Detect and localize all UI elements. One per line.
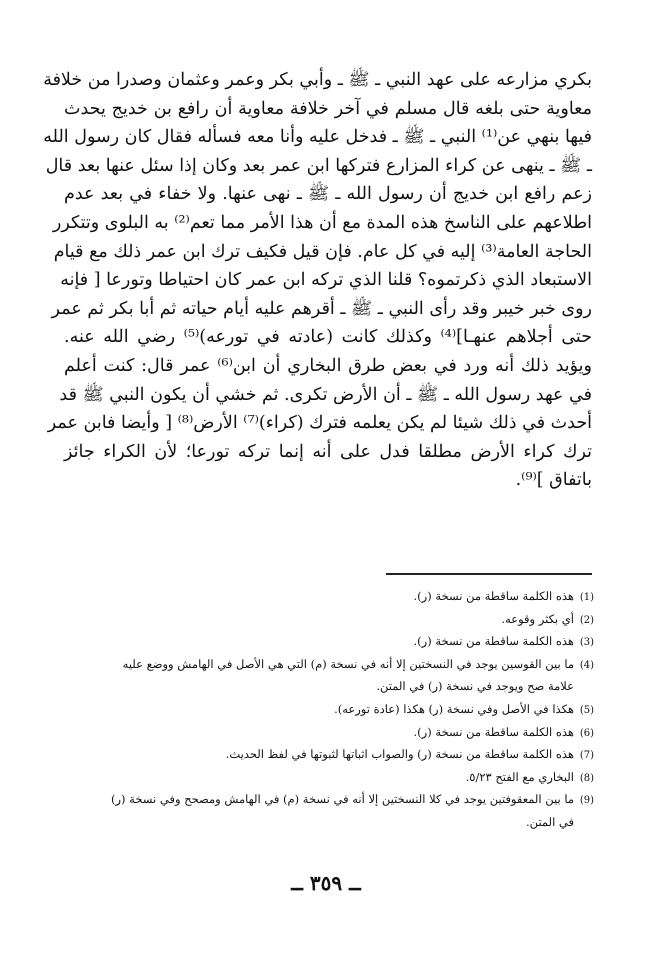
- footnote-7: [64, 743, 594, 766]
- footnote-4-continuation: علامة صح ويوجد في نسخة (ر) في المتن.: [376, 679, 574, 694]
- body-line: الاستبعاد الذي ذكرتموه؟ قلنا الذي تركه ابن عمر كان احتياطا وتورعا [ فإنه: [60, 270, 592, 291]
- footnote-number: (3): [579, 637, 594, 649]
- footnote-text: هكذا في الأصل وفي نسخة (ر) هكذا (عادة تورعه).: [334, 701, 574, 716]
- footnotes: [64, 585, 594, 834]
- page-number: ــ ٣٥٩ ــ: [291, 871, 361, 895]
- body-line: ويؤيد ذلك أنه ورد في بعض طرق البخاري أن ابن⁽⁶⁾ عمر قال: كنت أعلم: [64, 355, 592, 376]
- body-line: في عهد رسول الله ـ ﷺ ـ أن الأرض تكرى. ثم خشي أن يكون النبي ﷺ قد: [59, 384, 592, 405]
- footnote-number: (2): [579, 614, 594, 626]
- footnote-text: البخاري مع الفتح ٥/٢٣.: [465, 769, 574, 784]
- body-line: بكري مزارعه على عهد النبي ـ ﷺ ـ وأبي بكر وعمر وعثمان وصدرا من خلافة: [43, 70, 592, 90]
- body-line: باتفاق ]⁽⁹⁾.: [515, 470, 592, 491]
- footnote-text: هذه الكلمة ساقطة من نسخة (ر) والصواب اثباتها لثبوتها في لفظ الحديث.: [225, 747, 574, 762]
- footnote-text: هذه الكلمة ساقطة من نسخة (ر).: [413, 589, 574, 603]
- footnote-number: (5): [579, 704, 594, 716]
- footnote-number: (8): [579, 772, 594, 784]
- footnote-8: [64, 766, 594, 789]
- body-line: فيها بنهي عن⁽¹⁾ النبي ـ ﷺ ـ فدخل عليه وأنا معه فسأله فقال كان رسول الله: [43, 127, 592, 148]
- footnote-2: [64, 608, 594, 631]
- footnote-3: [64, 630, 594, 653]
- body-line: اطلاعهم على الناسخ هذه المدة مع أن هذا الأمر مما تعم⁽²⁾ به البلوى وتتكرر: [52, 212, 592, 233]
- body-line: ترك كراء الأرض مطلقا فدل على أنه إنما تركه تورعا؛ لأن الكراء جائز: [64, 441, 592, 462]
- footnote-number: (4): [579, 659, 594, 671]
- footnote-number: (6): [579, 727, 594, 739]
- footnote-number: (7): [579, 750, 594, 762]
- body-line: زعم رافع ابن خديج أن رسول الله ـ ﷺ ـ نهى عنها. ولا خفاء في بعد عدم: [64, 184, 592, 205]
- footnote-1: [64, 585, 594, 608]
- footnote-text: هذه الكلمة ساقطة من نسخة (ر).: [413, 724, 574, 739]
- footnote-6: [64, 721, 594, 744]
- footnote-4: [64, 653, 594, 676]
- body-line: معاوية حتى بلغه قال مسلم في آخر خلافة معاوية أن رافع بن خديج يحدث: [64, 98, 592, 119]
- body-line: أحدث في ذلك شيئا لم يكن يعلمه فترك (كراء)⁽⁷⁾ الأرض⁽⁸⁾ [ وأيضا فابن عمر: [47, 413, 592, 434]
- footnote-text: ما بين المعقوفتين يوجد في كلا النسختين إلا أنه في نسخة (م) في الهامش ومصحح وفي نسخة (ر): [110, 792, 574, 807]
- footnote-9: [64, 788, 594, 811]
- body-text: [43, 66, 593, 495]
- body-line: ـ ﷺ ـ ينهى عن كراء المزارع فتركها ابن عمر بعد وكان إذا سئل عنها بعد قال: [45, 155, 592, 176]
- footnote-number: (1): [579, 592, 594, 603]
- footnote-5: [64, 698, 594, 721]
- footnote-number: (9): [579, 795, 594, 807]
- footnote-text: ما بين القوسين يوجد في النسختين إلا أنه في نسخة (م) التي هي الأصل في الهامش ووضع عليه: [122, 656, 574, 671]
- footnote-text: أي بكثر وقوعه.: [501, 611, 574, 626]
- footnote-9-continuation: في المتن.: [526, 814, 574, 829]
- body-line: الحاجة العامة⁽³⁾ إليه في كل عام. فإن قيل فكيف ترك ابن عمر ذلك مع قيام: [53, 241, 592, 262]
- body-line: روى خبر خيبر وقد رأى النبي ـ ﷺ ـ أقرهم عليه أيام حياته ثم أبا بكر ثم عمر: [51, 298, 592, 319]
- footnote-separator: [386, 573, 592, 575]
- body-line: حتى أجلاهم عنهـا]⁽⁴⁾ وكذلك كانت (عادته في تورعه)⁽⁵⁾ رضي الله عنه.: [64, 327, 593, 348]
- footnote-text: هذه الكلمة ساقطة من نسخة (ر).: [413, 634, 574, 649]
